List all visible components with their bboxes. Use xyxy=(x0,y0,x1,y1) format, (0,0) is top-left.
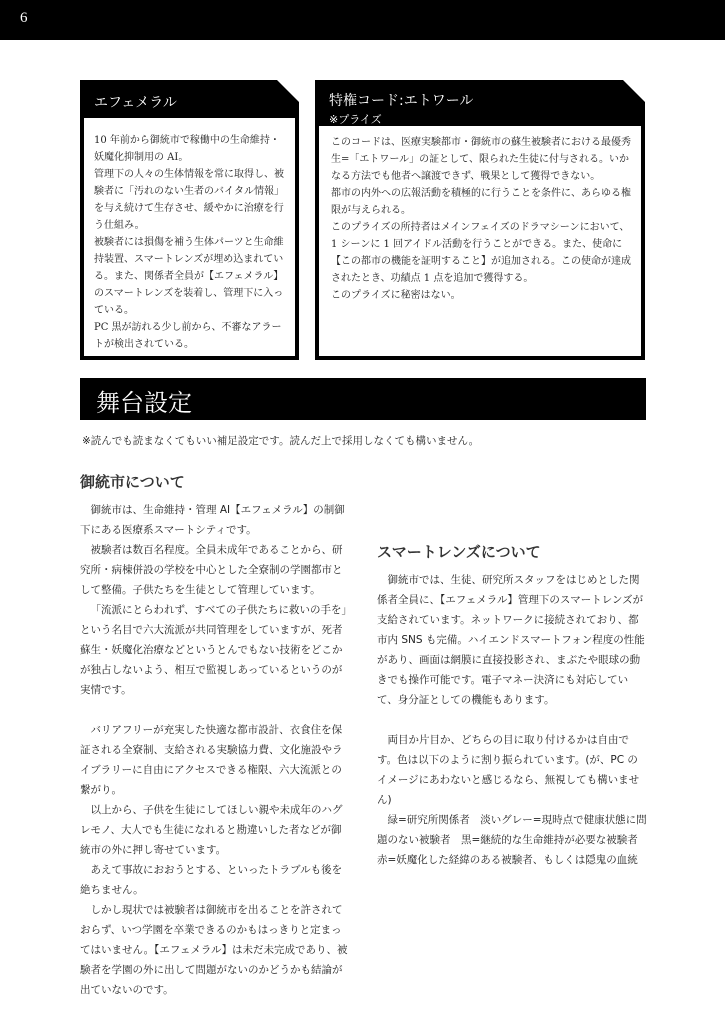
card-paragraph: このプライズの所持者はメインフェイズのドラマシーンにおいて、1 シーンに 1 回アイドル活動を行うことができる。また、使命に【この都市の機能を証明すること】が追加される。この使命が達成されたとき、功績点 1 点を追加で獲得する。 xyxy=(331,222,631,284)
body-paragraph: 以上から、子供を生徒にしてほしい親や未成年のハグレモノ、大人でも生徒になれると勘違いした者などが御統市の外に押し寄せています。 xyxy=(80,804,343,856)
etoile-card-title: 特権コード:エトワール xyxy=(329,93,474,109)
paragraph-gap xyxy=(377,710,647,730)
body-paragraph: 御統市では、生徒、研究所スタッフをはじめとした関係者全員に、【エフェメラル】管理下のスマートレンズが支給されています。ネットワークに接続されており、都市内 SNS も完備。ハイエンドスマートフォン程度の性能があり、画面は網膜に直接投影され、まぶたや眼球の動きでも操作可能です。電子マネー決済にも対応していて、身分証としての機能もあります。 xyxy=(377,574,645,706)
etoile-card-subtitle: ※プライズ xyxy=(329,113,382,126)
body-paragraph: 緑=研究所関係者 淡いグレー=現時点で健康状態に問題のない被験者 黒=継続的な生命維持が必要な被験者 赤=妖魔化した経緯のある被験者、もしくは隠鬼の血統 xyxy=(377,814,649,866)
ephemeral-card-title: エフェメラル xyxy=(94,95,177,111)
card-corner-cut xyxy=(623,80,645,102)
card-paragraph: 被験者には損傷を補う生体パーツと生命維持装置、スマートレンズが埋め込まれている。また、関係者全員が【エフェメラル】のスマートレンズを装着し、管理下に入っている。 xyxy=(94,237,284,316)
paragraph-gap xyxy=(80,700,350,720)
page-number: 6 xyxy=(20,10,28,26)
body-paragraph: あえて事故におおうとする、といったトラブルも後を絶ちません。 xyxy=(80,864,343,896)
stage-title: 舞台設定 xyxy=(96,389,192,417)
card-paragraph: 管理下の人々の生体情報を常に取得し、被験者に「汚れのない生者のバイタル情報」を与え続けて生存させ、緩やかに治療を行う仕組み。 xyxy=(94,169,284,231)
card-corner-cut xyxy=(277,80,299,102)
ephemeral-card xyxy=(80,80,299,360)
etoile-card-body xyxy=(331,134,631,304)
city-section-heading: 御統市について xyxy=(80,473,185,491)
card-paragraph: 都市の内外への広報活動を積極的に行うことを条件に、あらゆる権限が与えられる。 xyxy=(331,188,631,216)
ephemeral-card-header xyxy=(84,84,295,118)
stage-banner xyxy=(80,378,646,420)
card-paragraph: 10 年前から御統市で稼働中の生命維持・妖魔化抑制用の AI。 xyxy=(94,135,280,163)
body-paragraph: 御統市は、生命維持・管理 AI【エフェメラル】の制御下にある医療系スマートシティです。 xyxy=(80,504,345,536)
supplement-note: ※読んでも読まなくてもいい補足設定です。読んだ上で採用しなくても構いません。 xyxy=(82,435,480,447)
left-column xyxy=(80,470,350,1000)
etoile-card xyxy=(315,80,645,360)
etoile-card-header xyxy=(319,84,641,126)
card-paragraph: このプライズに秘密はない。 xyxy=(331,290,461,301)
card-paragraph: PC 黒が訪れる少し前から、不審なアラートが検出されている。 xyxy=(94,322,282,350)
ephemeral-card-body xyxy=(94,132,286,353)
body-paragraph: しかし現状では被験者は御統市を出ることを許されておらず、いつ学園を卒業できるのかもはっきりと定まってはいません。【エフェメラル】は未だ未完成であり、被験者を学園の外に出して問題がないのかどうかも結論が出ていないのです。 xyxy=(80,904,348,996)
body-paragraph: 両目か片目か、どちらの目に取り付けるかは自由です。色は以下のように割り振られています。(が、PC のイメージにあわないと感じるなら、無視しても構いません) xyxy=(377,734,640,806)
body-paragraph: 「流派にとらわれず、すべての子供たちに救いの手を」という名目で六大流派が共同管理をしていますが、死者蘇生・妖魔化治療などというとんでもない技術をどこかが独占しないよう、相互で監視しあっているというのが実情です。 xyxy=(80,604,347,696)
top-bar xyxy=(0,0,725,40)
lens-section-heading: スマートレンズについて xyxy=(377,543,541,561)
card-paragraph: このコードは、医療実験都市・御統市の蘇生被験者における最優秀生=「エトワール」の証として、限られた生徒に付与される。いかなる方法でも他者へ譲渡できず、戦果として獲得できない。 xyxy=(331,137,631,182)
body-paragraph: バリアフリーが充実した快適な都市設計、衣食住を保証される全寮制、支給される実験協力費、文化施設やライブラリーに自由にアクセスできる権限、六大流派との繋がり。 xyxy=(80,724,343,796)
right-column xyxy=(377,540,647,870)
body-paragraph: 被験者は数百名程度。全員未成年であることから、研究所・病棟併設の学校を中心とした全寮制の学園都市として整備。子供たちを生徒として管理しています。 xyxy=(80,544,343,596)
